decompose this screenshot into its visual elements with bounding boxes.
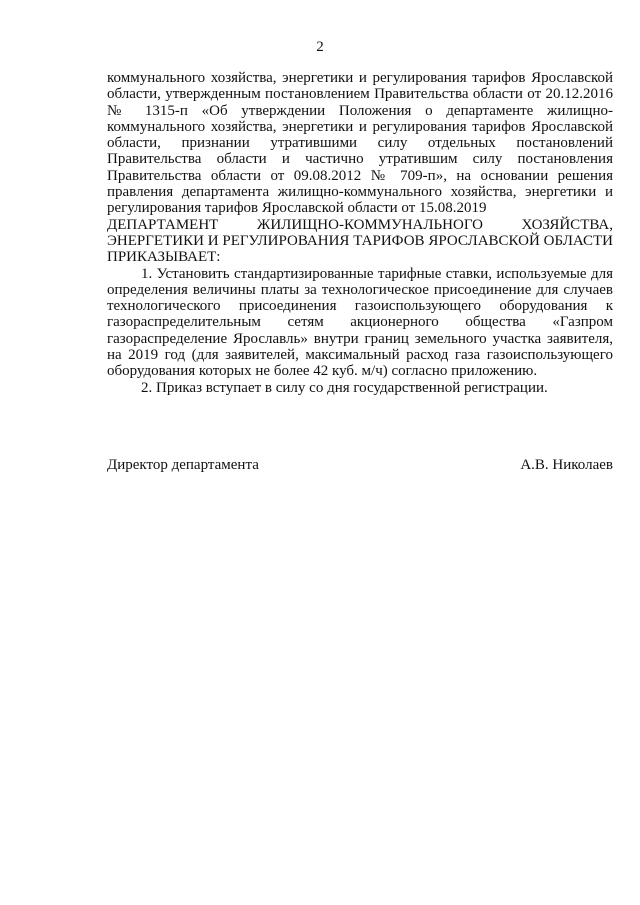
preamble-paragraph: коммунального хозяйства, энергетики и регулирования тарифов Ярославской области, утвержденным постановлением Правительства области от 20.12.2016 № 1315-п «Об утверждении Положения о департаменте жилищно-коммунального хозяйства, энергетики и регулирования тарифов Ярославской области, признании утратившими силу отдельных постановлений Правительства области и частично утратившим силу постановления Правительства области от 09.08.2012 № 709-п», на основании решения правления департамента жилищно-коммунального хозяйства, энергетики и регулирования тарифов Ярославской области от 15.08.2019 [107, 70, 613, 217]
order-item-2: 2. Приказ вступает в силу со дня государственной регистрации. [141, 379, 548, 396]
document-body [107, 70, 613, 396]
signatory-name: А.В. Николаев [520, 457, 613, 473]
order-item-1: 1. Установить стандартизированные тарифные ставки, используемые для определения величины платы за технологическое присоединение для случаев технологического присоединения газоиспользующего оборудования к газораспределительным сетям акционерного общества «Газпром газораспределение Ярославль» внутри границ земельного участка заявителя, на 2019 год (для заявителей, максимальный расход газа газоиспользующего оборудования которых не более 42 куб. м/ч) согласно приложению. [107, 265, 613, 380]
page-number: 2 [316, 39, 324, 55]
signatory-role: Директор департамента [107, 457, 259, 473]
order-heading: ДЕПАРТАМЕНТ ЖИЛИЩНО-КОММУНАЛЬНОГО ХОЗЯЙСТВА, ЭНЕРГЕТИКИ И РЕГУЛИРОВАНИЯ ТАРИФОВ ЯРОСЛАВСКОЙ ОБЛАСТИ ПРИКАЗЫВАЕТ: [107, 216, 613, 266]
